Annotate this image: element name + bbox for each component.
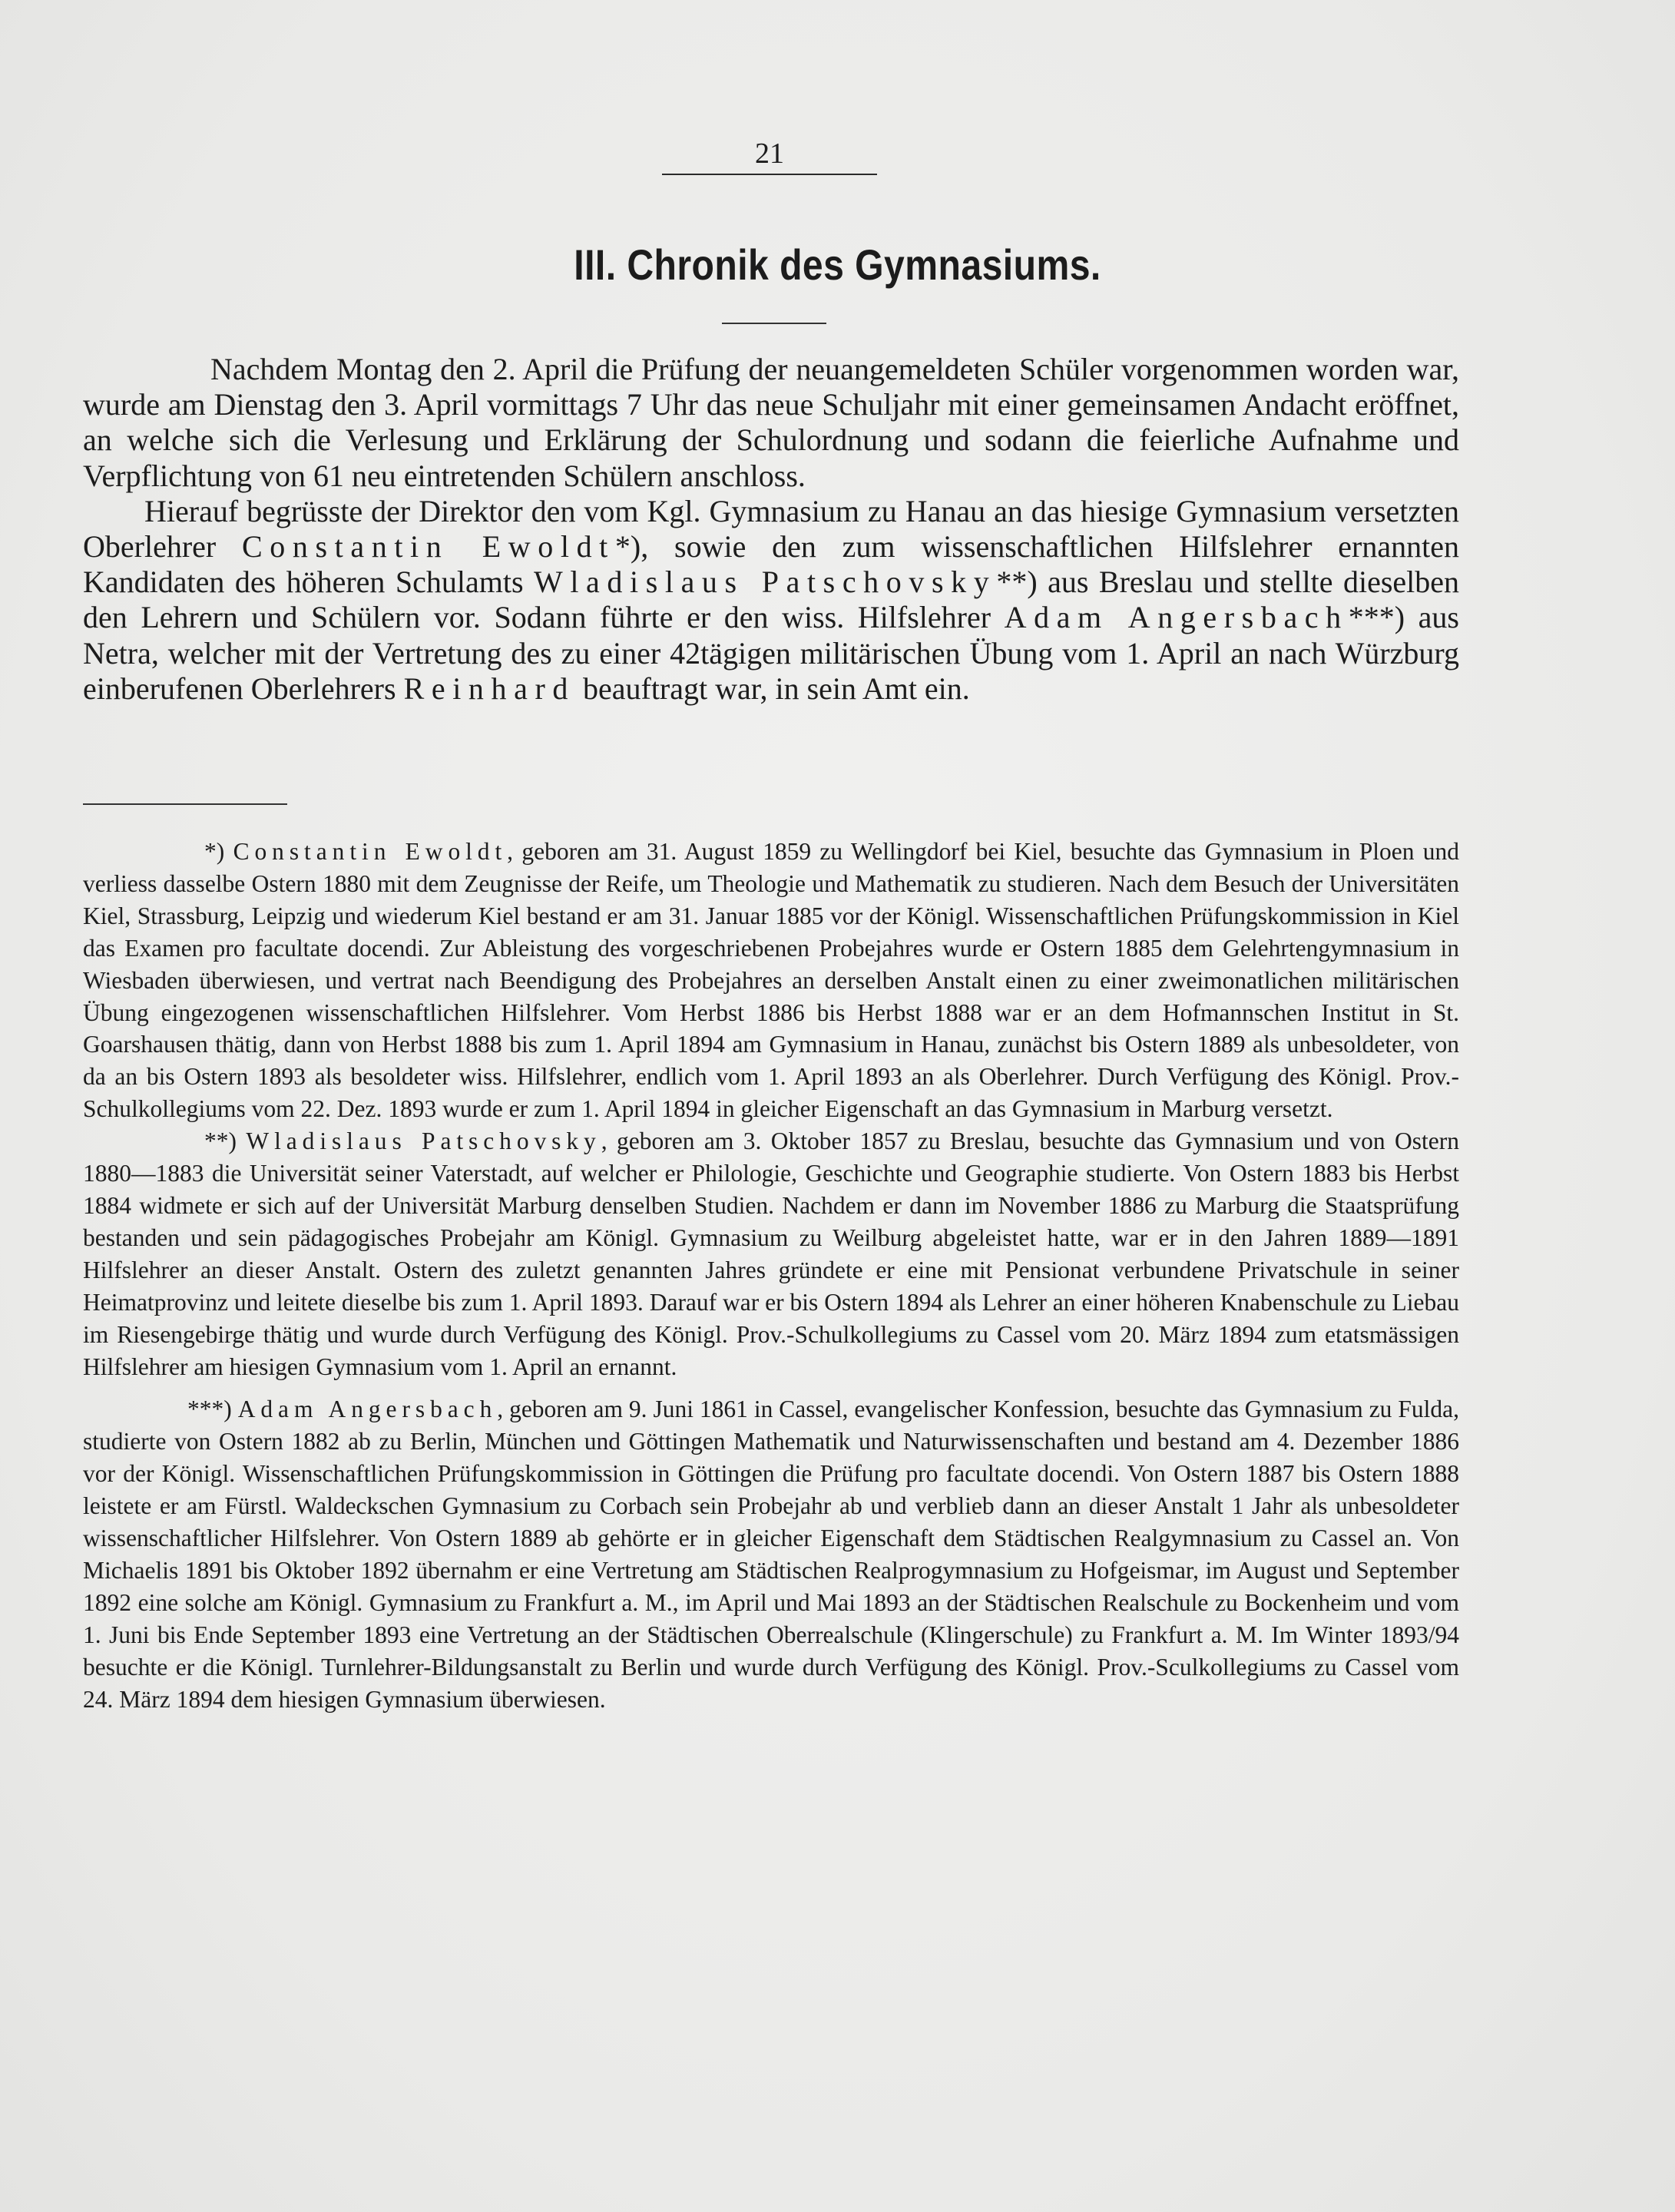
footnote-name: Wladislaus Patschovsky (246, 1128, 601, 1155)
footnote-text: , geboren am 3. Oktober 1857 zu Breslau, besuchte das Gymnasium und von Ostern 1880—1883 die Universität seiner Vaterstadt, auf welcher er Philologie, Geschichte und Geographie studierte. Von Ostern 1883 bis Herbst 1884 widmete er sich auf der Universität Marburg denselben Studien. Nachdem er dann im November 1886 zu Marburg die Staatsprüfung bestanden und sein pädagogisches Probejahr am Königl. Gymnasium zu Weilburg abgeleistet hatte, war er in den Jahren 1889—1891 Hilfslehrer an dieser Anstalt. Ostern des zuletzt genannten Jahres gründete er eine mit Pensionat verbundene Privatschule in seiner Heimatprovinz und leitete dieselbe bis zum 1. April 1893. Darauf war er bis Ostern 1894 als Lehrer an einer höheren Knabenschule zu Liebau im Riesengebirge thätig und wurde durch Verfügung des Königl. Prov.-Schulkollegiums zu Cassel vom 20. März 1894 zum etatsmässigen Hilfslehrer am hiesigen Gymnasium vom 1. April an ernannt. (83, 1128, 1460, 1380)
paragraph-new-teachers (83, 494, 1459, 707)
main-text (83, 352, 1459, 707)
footnote-name: Constantin Ewoldt (233, 838, 508, 865)
title-rule (722, 323, 826, 324)
person-name-angersbach: Adam Angersbach (1004, 600, 1349, 635)
footnote-text: , geboren am 31. August 1859 zu Wellingdorf bei Kiel, besuchte das Gymnasium in Ploen und verliess dasselbe Ostern 1880 mit dem Zeugnisse der Reife, um Theologie und Mathematik zu studieren. Nach dem Besuch der Universitäten Kiel, Strassburg, Leipzig und wiederum Kiel bestand er am 31. Januar 1885 vor der Königl. Wissenschaftlichen Prüfungskommission in Kiel das Examen pro facultate docendi. Zur Ableistung des vorgeschriebenen Probejahres wurde er Ostern 1885 dem Gelehrtengymnasium in Wiesbaden überwiesen, und vertrat nach Beendigung des Probejahres an derselben Anstalt einen zu einer zweimonatlichen militärischen Übung eingezogenen wissenschaftlichen Hilfslehrer. Vom Herbst 1886 bis Herbst 1888 war er an dem Hofmannschen Institut in St. Goarshausen thätig, dann von Herbst 1888 bis zum 1. April 1894 am Gymnasium in Hanau, zunächst bis Ostern 1889 als unbesoldeter, von da an bis Ostern 1893 als besoldeter wiss. Hilfslehrer, endlich vom 1. April 1893 an als Oberlehrer. Durch Verfügung des Königl. Prov.-Schulkollegiums vom 22. Dez. 1893 wurde er zum 1. April 1894 in gleicher Eigenschaft an das Gymnasium in Marburg versetzt. (83, 838, 1460, 1123)
footnote-ref: *) (614, 529, 641, 565)
footnote-ref: ***) (1348, 600, 1405, 635)
footnote-patschovsky (83, 1125, 1459, 1382)
paragraph-text: aus Breslau und stellte dieselben den Lehrern und Schülern vor. Sodann führte er den wiss. Hilfslehrer (83, 565, 1460, 635)
person-name-reinhard: Reinhard (403, 671, 575, 706)
footnote-angersbach (83, 1393, 1459, 1715)
person-name-patschovsky: Wladislaus Patschovsky (533, 565, 997, 600)
page-number: 21 (662, 137, 877, 175)
paragraph-text: , sowie den zum wissenschaftlichen Hilfslehrer ernannten Kandidaten des höheren Schulamts (83, 529, 1459, 600)
footnote-text: , geboren am 9. Juni 1861 in Cassel, evangelischer Konfession, besuchte das Gymnasium zu Fulda, studierte von Ostern 1882 ab zu Berlin, München und Göttingen Mathematik und Naturwissenschaften und bestand am 4. Dezember 1886 vor der Königl. Wissenschaftlichen Prüfungskommission in Göttingen die Prüfung pro facultate docendi. Von Ostern 1887 bis Ostern 1888 leistete er am Fürstl. Waldeckschen Gymnasium zu Corbach sein Probejahr ab und verblieb dann an dieser Anstalt 1 Jahr als unbesoldeter wissenschaftlicher Hilfslehrer. Von Ostern 1889 ab gehörte er in gleicher Eigenschaft dem Städtischen Realgymnasium zu Cassel an. Von Michaelis 1891 bis Oktober 1892 übernahm er eine Vertretung am Städtischen Realprogymnasium zu Hofgeismar, im August und September 1892 eine solche am Königl. Gymnasium zu Frankfurt a. M., im April und Mai 1893 an der Städtischen Realschule zu Bockenheim und vom 1. Juni bis Ende September 1893 eine Vertretung an der Städtischen Oberrealschule (Klingerschule) zu Frankfurt a. M. Im Winter 1893/94 besuchte er die Königl. Turnlehrer-Bildungsanstalt zu Berlin und wurde durch Verfügung des Königl. Prov.-Sculkollegiums zu Cassel vom 24. März 1894 dem hiesigen Gymnasium überwiesen. (83, 1396, 1459, 1713)
footnote-ewoldt (83, 836, 1459, 1125)
footnote-name: Adam Angersbach (237, 1396, 498, 1423)
footnote-marker: **) (204, 1128, 237, 1155)
footnotes (83, 836, 1459, 1715)
person-name-ewoldt: Constantin Ewoldt (242, 529, 615, 565)
paragraph-text: Hierauf begrüsste der Direktor den vom Kgl. Gymnasium zu Hanau an das hiesige Gymnasium versetzten Oberlehrer (83, 493, 1459, 565)
paragraph-opening: Nachdem Montag den 2. April die Prüfung der neuangemeldeten Schüler vorgenommen worden war, wurde am Dienstag den 3. April vormittags 7 Uhr das neue Schuljahr mit einer gemeinsamen Andacht eröffnet, an welche sich die Verlesung und Erklärung der Schulordnung und sodann die feierliche Aufnahme und Verpflichtung von 61 neu eintretenden Schülern anschloss. (83, 352, 1459, 493)
paragraph-text: beauftragt war, in sein Amt ein. (574, 671, 970, 706)
footnote-marker: *) (204, 838, 225, 865)
footnote-marker: ***) (187, 1396, 232, 1423)
footnote-separator (83, 803, 287, 805)
paragraph-text: aus Netra, welcher mit der Vertretung des zu einer 42tägigen militärischen Übung vom 1. April an nach Würzburg einberufenen Oberlehrers (83, 600, 1459, 706)
chapter-title: III. Chronik des Gymnasiums. (574, 240, 1101, 289)
footnote-ref: **) (996, 565, 1038, 600)
